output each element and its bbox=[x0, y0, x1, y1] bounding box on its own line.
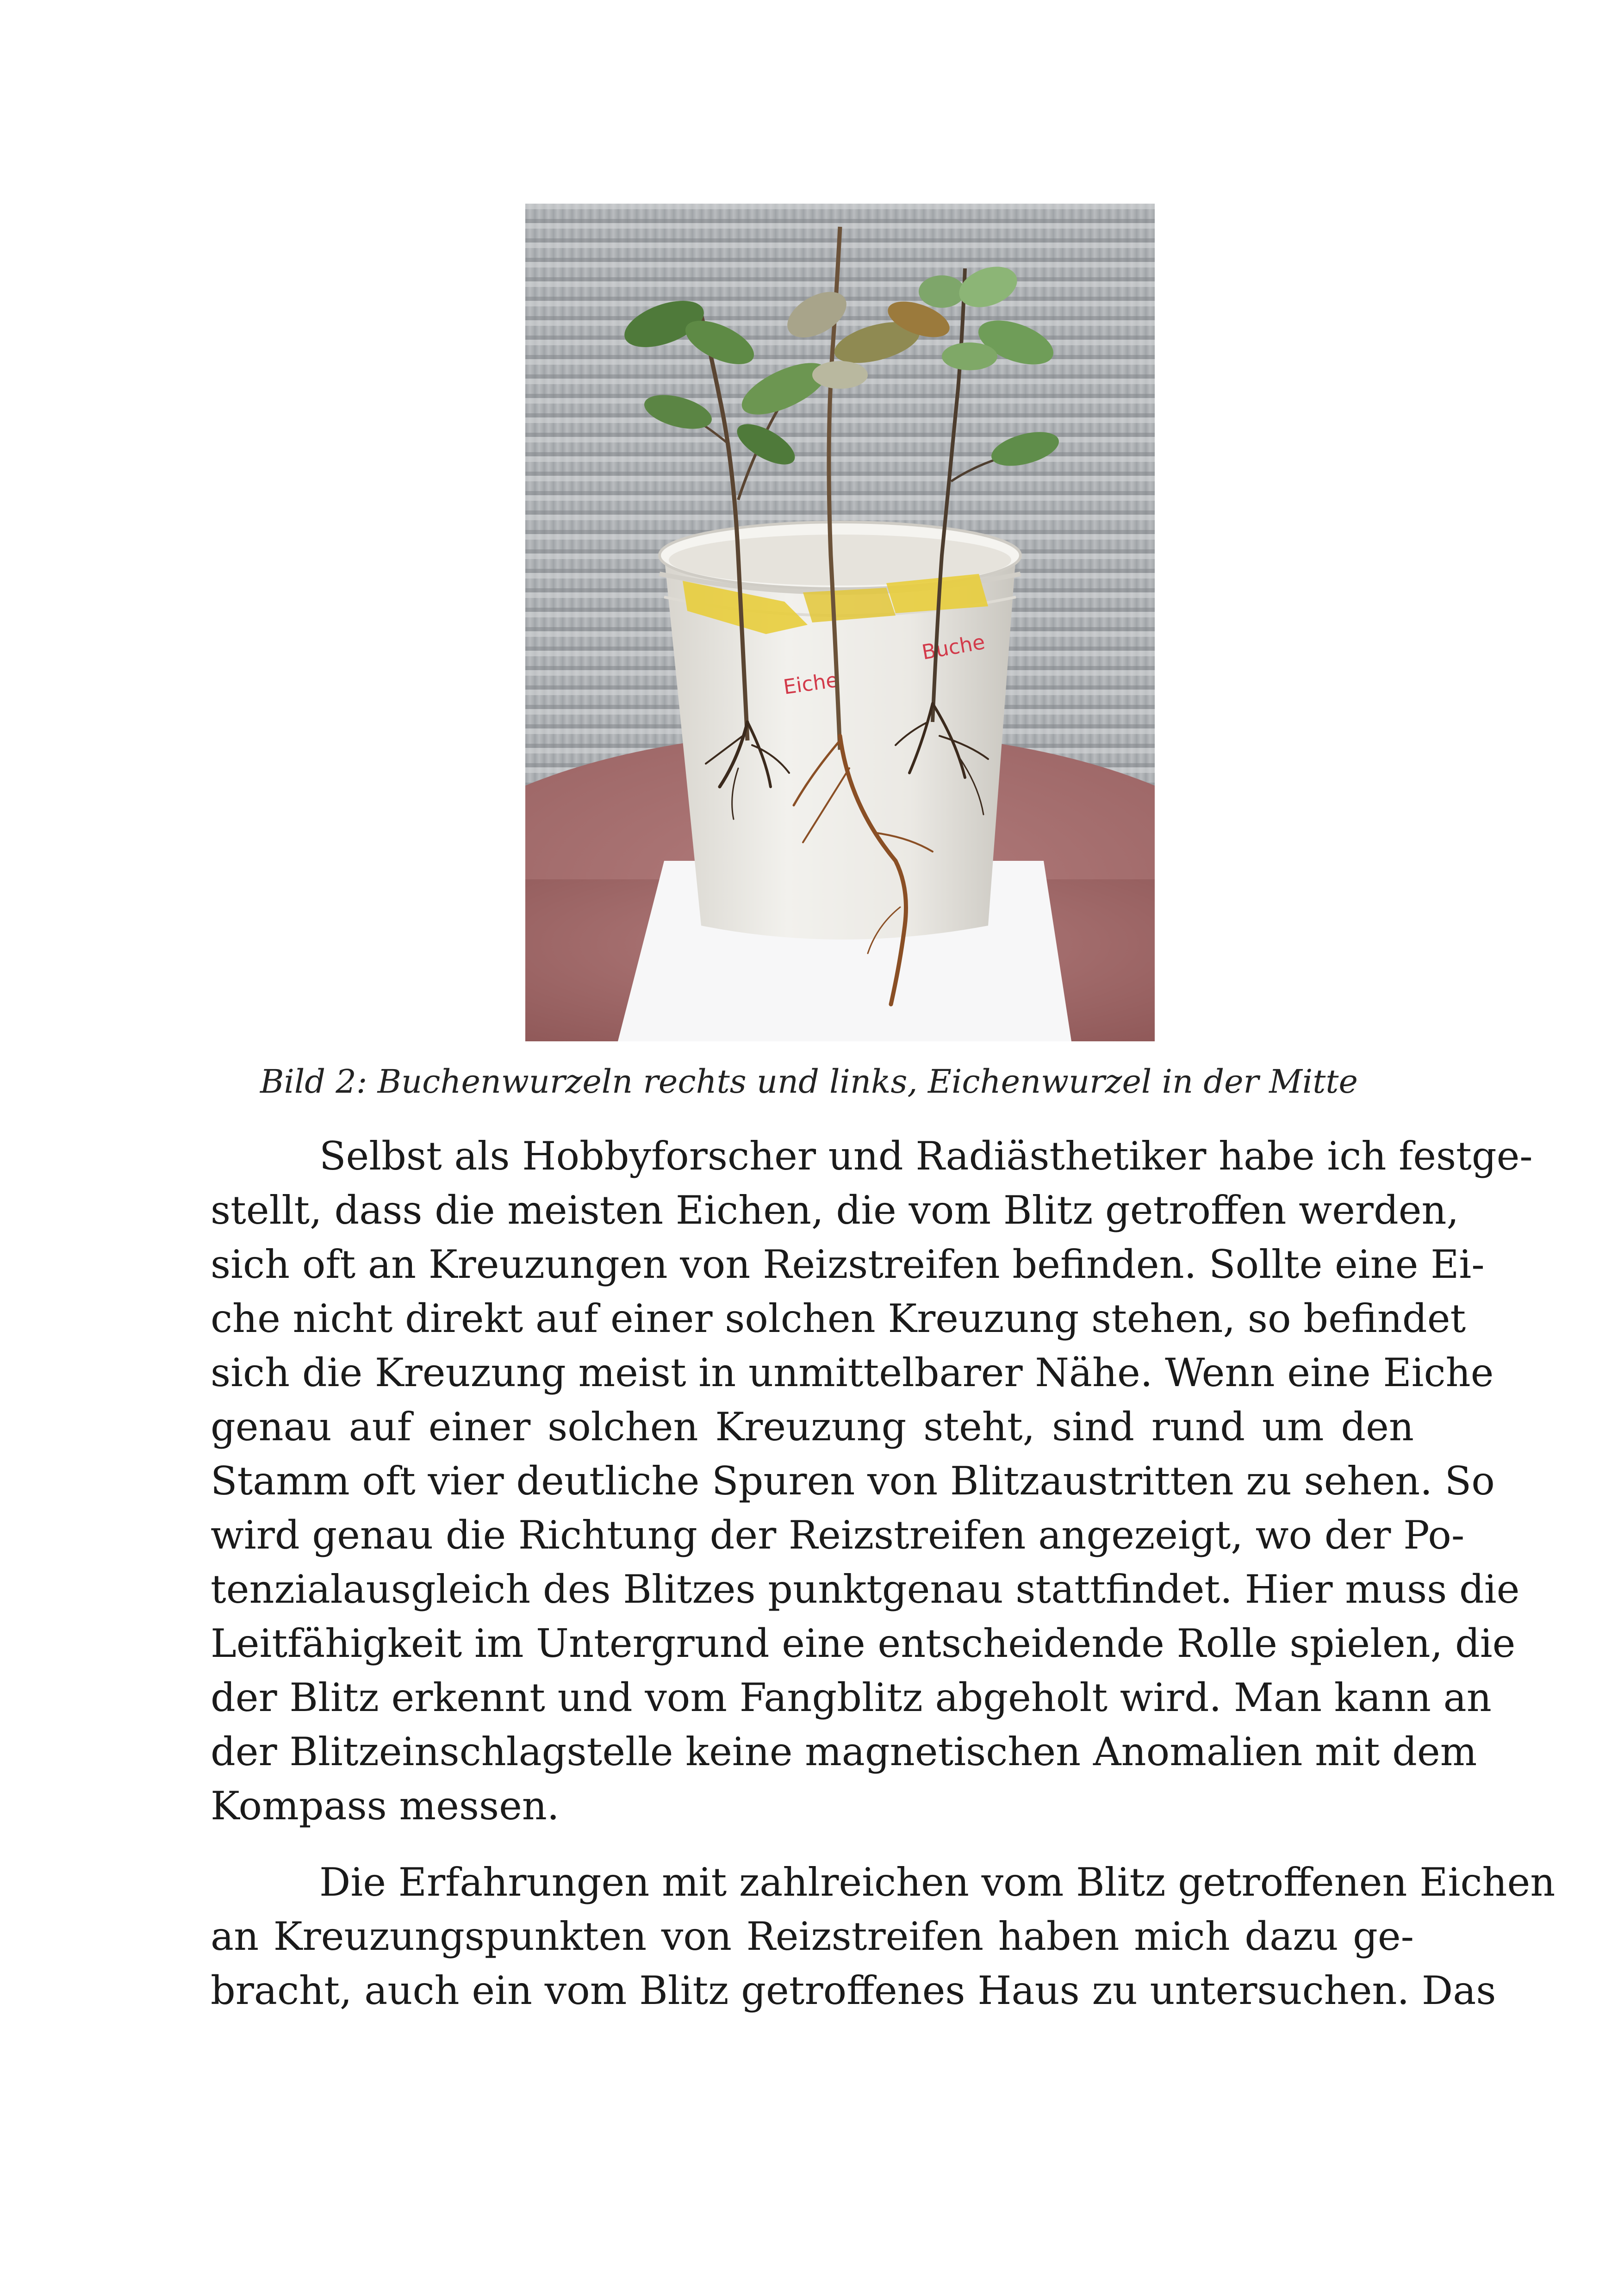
text-line: genau auf einer solchen Kreuzung steht, sind rund um den bbox=[211, 1404, 1414, 1450]
figure-caption: Bild 2: Buchenwurzeln rechts und links, Eichenwurzel in der Mitte bbox=[260, 1063, 1358, 1101]
text-line: Stamm oft vier deutliche Spuren von Blitzaustritten zu sehen. So bbox=[211, 1458, 1495, 1504]
text-line: der Blitzeinschlagstelle keine magnetischen Anomalien mit dem bbox=[211, 1729, 1477, 1774]
text-line: Selbst als Hobbyforscher und Radiästhetiker habe ich festge- bbox=[319, 1133, 1533, 1179]
label-buche: Buche bbox=[920, 630, 987, 665]
text-line: stellt, dass die meisten Eichen, die vom Blitz getroffen werden, bbox=[211, 1188, 1459, 1233]
text-line: wird genau die Richtung der Reizstreifen angezeigt, wo der Po- bbox=[211, 1512, 1465, 1558]
text-line: Leitfähigkeit im Untergrund eine entscheidende Rolle spielen, die bbox=[211, 1621, 1516, 1666]
text-line: an Kreuzungspunkten von Reizstreifen haben mich dazu ge- bbox=[211, 1914, 1414, 1959]
figure-photo-bucket-with-seedlings bbox=[525, 204, 1155, 1041]
text-line: der Blitz erkennt und vom Fangblitz abgeholt wird. Man kann an bbox=[211, 1675, 1492, 1720]
paragraph-1 bbox=[211, 1129, 1533, 1833]
text-line: bracht, auch ein vom Blitz getroffenes Haus zu untersuchen. Das bbox=[211, 1968, 1496, 2013]
text-line: Kompass messen. bbox=[211, 1783, 560, 1829]
body-text bbox=[211, 1129, 1556, 2040]
text-line: sich die Kreuzung meist in unmittelbarer Nähe. Wenn eine Eiche bbox=[211, 1350, 1494, 1395]
label-eiche: Eiche bbox=[782, 668, 840, 699]
text-line: Die Erfahrungen mit zahlreichen vom Blitz getroffenen Eichen bbox=[319, 1860, 1556, 1905]
text-line: tenzialausgleich des Blitzes punktgenau stattfindet. Hier muss die bbox=[211, 1567, 1520, 1612]
text-line: che nicht direkt auf einer solchen Kreuzung stehen, so befindet bbox=[211, 1296, 1466, 1341]
text-line: sich oft an Kreuzungen von Reizstreifen befinden. Sollte eine Ei- bbox=[211, 1242, 1485, 1287]
paragraph-2 bbox=[211, 1855, 1556, 2018]
